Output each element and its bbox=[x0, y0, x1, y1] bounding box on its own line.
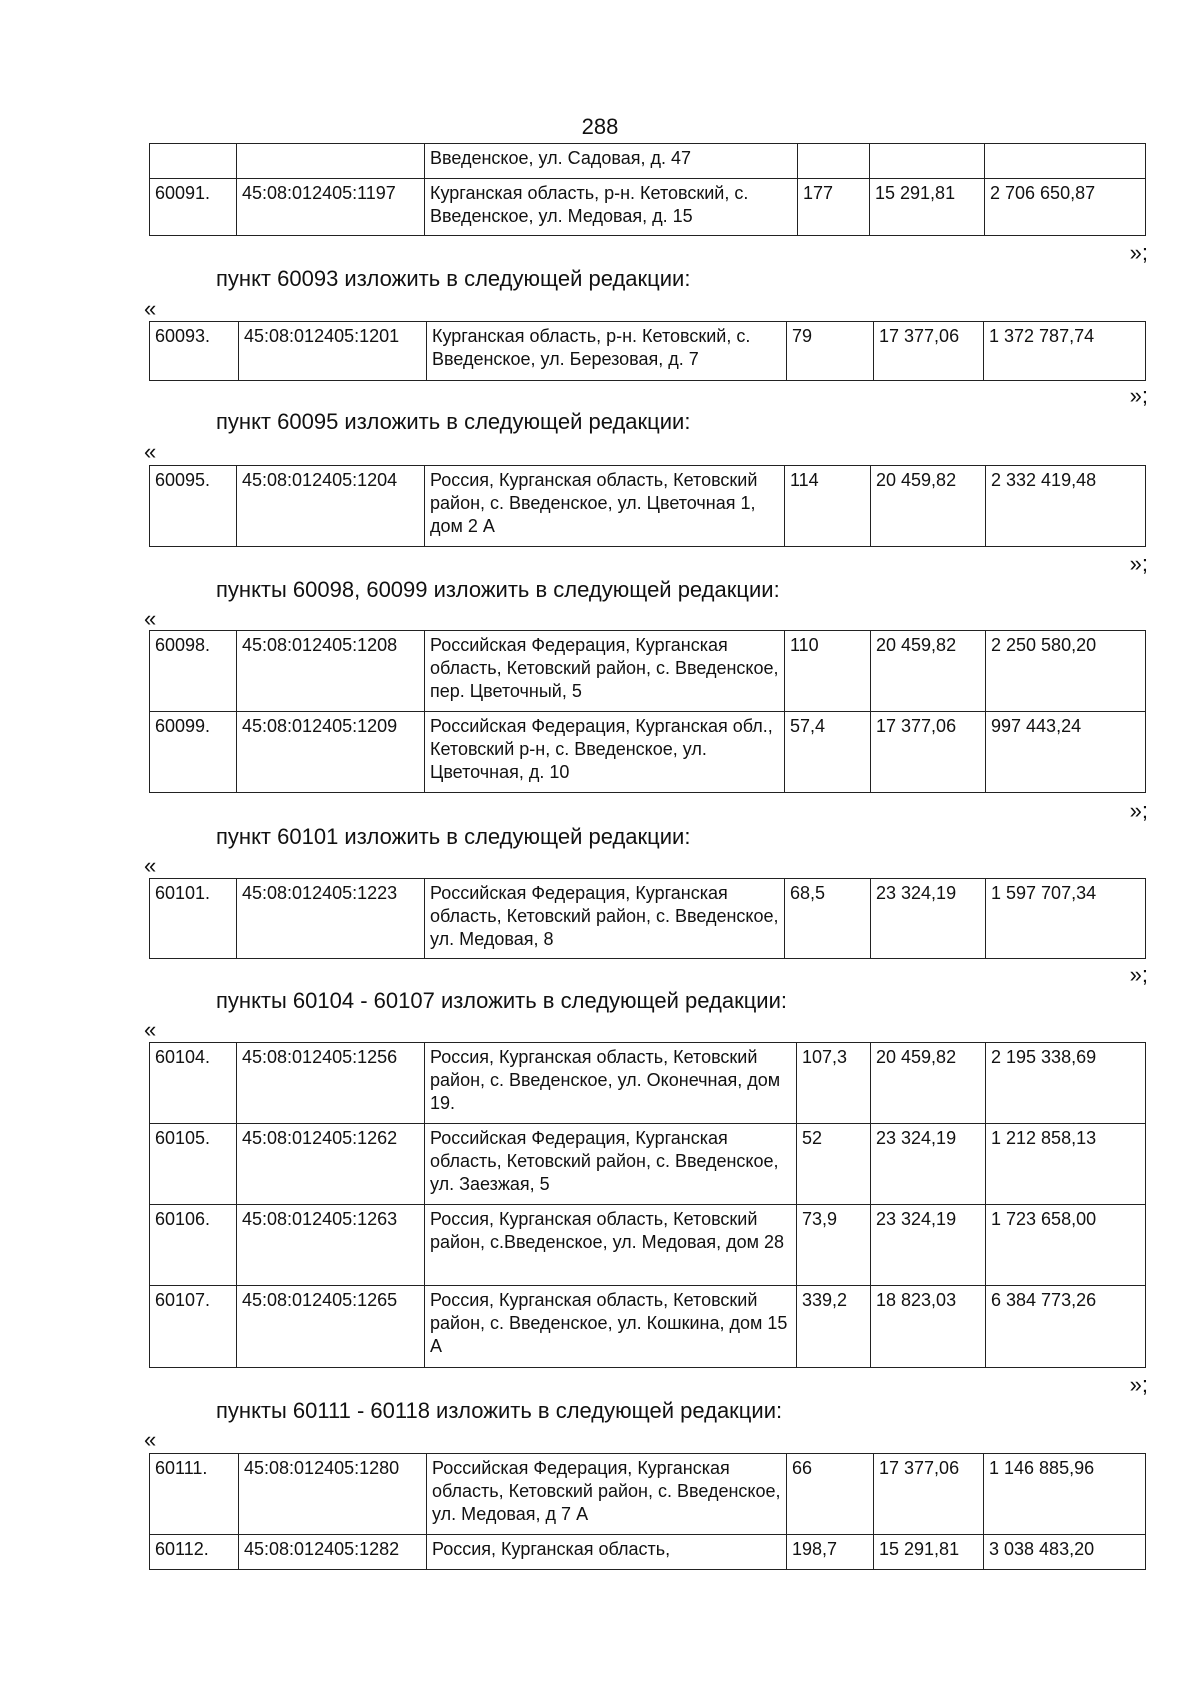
cell-area: 66 bbox=[787, 1454, 874, 1535]
amendment-statement: пункты 60111 - 60118 изложить в следующей редакции: bbox=[216, 1398, 783, 1423]
cell-area: 339,2 bbox=[797, 1286, 871, 1368]
table-row bbox=[150, 1043, 1146, 1124]
cell-rate: 23 324,19 bbox=[871, 1205, 986, 1286]
cell-cadastre: 45:08:012405:1262 bbox=[237, 1124, 425, 1205]
cell-cadastre: 45:08:012405:1263 bbox=[237, 1205, 425, 1286]
cell-num: 60105. bbox=[150, 1124, 237, 1205]
cell-num: 60098. bbox=[150, 631, 237, 712]
registry-table bbox=[149, 1453, 1146, 1570]
cell-value: 3 038 483,20 bbox=[984, 1535, 1146, 1570]
registry-table bbox=[149, 143, 1146, 236]
cell-value: 2 195 338,69 bbox=[986, 1043, 1146, 1124]
table-row bbox=[150, 631, 1146, 712]
cell-rate: 23 324,19 bbox=[871, 879, 986, 959]
table-row bbox=[150, 144, 1146, 179]
table-row bbox=[150, 1124, 1146, 1205]
table-row bbox=[150, 179, 1146, 236]
cell-num: 60111. bbox=[150, 1454, 239, 1535]
cell-cadastre bbox=[237, 144, 425, 179]
cell-rate: 17 377,06 bbox=[874, 1454, 984, 1535]
cell-rate: 18 823,03 bbox=[871, 1286, 986, 1368]
cell-address: Россия, Курганская область, Кетовский район, с. Введенское, ул. Цветочная 1, дом 2 А bbox=[425, 466, 785, 547]
registry-table bbox=[149, 878, 1146, 959]
cell-num: 60107. bbox=[150, 1286, 237, 1368]
cell-value: 2 706 650,87 bbox=[985, 179, 1146, 236]
cell-cadastre: 45:08:012405:1209 bbox=[237, 712, 425, 793]
closing-quote: »; bbox=[1129, 1372, 1148, 1397]
cell-area: 114 bbox=[785, 466, 871, 547]
cell-address: Введенское, ул. Садовая, д. 47 bbox=[425, 144, 798, 179]
page-number: 288 bbox=[581, 114, 619, 139]
opening-quote: « bbox=[144, 606, 157, 631]
cell-rate: 20 459,82 bbox=[871, 1043, 986, 1124]
cell-value: 1 212 858,13 bbox=[986, 1124, 1146, 1205]
cell-value bbox=[985, 144, 1146, 179]
cell-cadastre: 45:08:012405:1280 bbox=[239, 1454, 427, 1535]
cell-address: Россия, Курганская область, Кетовский район, с.Введенское, ул. Медовая, дом 28 bbox=[425, 1205, 797, 1286]
cell-rate: 17 377,06 bbox=[874, 322, 984, 381]
cell-num: 60101. bbox=[150, 879, 237, 959]
cell-rate: 20 459,82 bbox=[871, 631, 986, 712]
cell-rate: 23 324,19 bbox=[871, 1124, 986, 1205]
amendment-statement: пункт 60095 изложить в следующей редакции: bbox=[216, 409, 691, 434]
cell-value: 2 250 580,20 bbox=[986, 631, 1146, 712]
cell-address: Курганская область, р-н. Кетовский, с. Введенское, ул. Березовая, д. 7 bbox=[427, 322, 787, 381]
closing-quote: »; bbox=[1129, 798, 1148, 823]
cell-num: 60104. bbox=[150, 1043, 237, 1124]
registry-table bbox=[149, 321, 1146, 381]
closing-quote: »; bbox=[1129, 551, 1148, 576]
cell-num bbox=[150, 144, 237, 179]
cell-address: Курганская область, р-н. Кетовский, с. Введенское, ул. Медовая, д. 15 bbox=[425, 179, 798, 236]
cell-area: 68,5 bbox=[785, 879, 871, 959]
table-row bbox=[150, 1454, 1146, 1535]
cell-cadastre: 45:08:012405:1208 bbox=[237, 631, 425, 712]
cell-area: 57,4 bbox=[785, 712, 871, 793]
table-row bbox=[150, 322, 1146, 381]
cell-num: 60112. bbox=[150, 1535, 239, 1570]
cell-rate: 20 459,82 bbox=[871, 466, 986, 547]
cell-value: 2 332 419,48 bbox=[986, 466, 1146, 547]
cell-address: Российская Федерация, Курганская область, Кетовский район, с. Введенское, ул. Медовая, д 7 А bbox=[427, 1454, 787, 1535]
cell-address: Россия, Курганская область, Кетовский район, с. Введенское, ул. Оконечная, дом 19. bbox=[425, 1043, 797, 1124]
cell-area: 177 bbox=[798, 179, 870, 236]
cell-area: 79 bbox=[787, 322, 874, 381]
cell-num: 60106. bbox=[150, 1205, 237, 1286]
cell-num: 60093. bbox=[150, 322, 239, 381]
amendment-statement: пункты 60104 - 60107 изложить в следующей редакции: bbox=[216, 988, 788, 1013]
cell-num: 60099. bbox=[150, 712, 237, 793]
opening-quote: « bbox=[144, 296, 157, 321]
cell-address: Россия, Курганская область, Кетовский район, с. Введенское, ул. Кошкина, дом 15 А bbox=[425, 1286, 797, 1368]
amendment-statement: пункты 60098, 60099 изложить в следующей редакции: bbox=[216, 577, 780, 602]
table-row bbox=[150, 1205, 1146, 1286]
cell-area: 52 bbox=[797, 1124, 871, 1205]
cell-cadastre: 45:08:012405:1256 bbox=[237, 1043, 425, 1124]
closing-quote: »; bbox=[1129, 240, 1148, 265]
cell-address: Россия, Курганская область, bbox=[427, 1535, 787, 1570]
cell-cadastre: 45:08:012405:1201 bbox=[239, 322, 427, 381]
cell-area: 198,7 bbox=[787, 1535, 874, 1570]
opening-quote: « bbox=[144, 1017, 157, 1042]
cell-area: 73,9 bbox=[797, 1205, 871, 1286]
opening-quote: « bbox=[144, 853, 157, 878]
cell-num: 60091. bbox=[150, 179, 237, 236]
opening-quote: « bbox=[144, 1427, 157, 1452]
cell-value: 1 723 658,00 bbox=[986, 1205, 1146, 1286]
cell-cadastre: 45:08:012405:1197 bbox=[237, 179, 425, 236]
cell-cadastre: 45:08:012405:1223 bbox=[237, 879, 425, 959]
cell-rate: 15 291,81 bbox=[874, 1535, 984, 1570]
opening-quote: « bbox=[144, 439, 157, 464]
cell-num: 60095. bbox=[150, 466, 237, 547]
cell-area bbox=[798, 144, 870, 179]
cell-value: 1 597 707,34 bbox=[986, 879, 1146, 959]
cell-value: 6 384 773,26 bbox=[986, 1286, 1146, 1368]
cell-cadastre: 45:08:012405:1282 bbox=[239, 1535, 427, 1570]
amendment-statement: пункт 60101 изложить в следующей редакции: bbox=[216, 824, 691, 849]
amendment-statement: пункт 60093 изложить в следующей редакции: bbox=[216, 266, 691, 291]
cell-rate: 15 291,81 bbox=[870, 179, 985, 236]
table-row bbox=[150, 466, 1146, 547]
table-row bbox=[150, 1535, 1146, 1570]
closing-quote: »; bbox=[1129, 383, 1148, 408]
table-row bbox=[150, 879, 1146, 959]
cell-value: 1 372 787,74 bbox=[984, 322, 1146, 381]
cell-address: Российская Федерация, Курганская обл., Кетовский р-н, с. Введенское, ул. Цветочная, д. 10 bbox=[425, 712, 785, 793]
cell-address: Российская Федерация, Курганская область, Кетовский район, с. Введенское, пер. Цветочный, 5 bbox=[425, 631, 785, 712]
cell-value: 1 146 885,96 bbox=[984, 1454, 1146, 1535]
cell-cadastre: 45:08:012405:1265 bbox=[237, 1286, 425, 1368]
table-row bbox=[150, 712, 1146, 793]
cell-area: 107,3 bbox=[797, 1043, 871, 1124]
table-row bbox=[150, 1286, 1146, 1368]
cell-address: Российская Федерация, Курганская область, Кетовский район, с. Введенское, ул. Медовая, 8 bbox=[425, 879, 785, 959]
cell-area: 110 bbox=[785, 631, 871, 712]
cell-rate: 17 377,06 bbox=[871, 712, 986, 793]
cell-value: 997 443,24 bbox=[986, 712, 1146, 793]
cell-cadastre: 45:08:012405:1204 bbox=[237, 466, 425, 547]
cell-address: Российская Федерация, Курганская область, Кетовский район, с. Введенское, ул. Заезжая, 5 bbox=[425, 1124, 797, 1205]
registry-table bbox=[149, 465, 1146, 547]
cell-rate bbox=[870, 144, 985, 179]
registry-table bbox=[149, 1042, 1146, 1368]
closing-quote: »; bbox=[1129, 962, 1148, 987]
registry-table bbox=[149, 630, 1146, 793]
